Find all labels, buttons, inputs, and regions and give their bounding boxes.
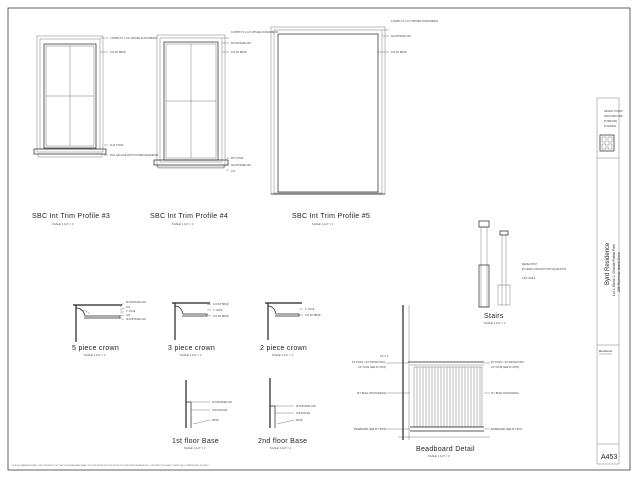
trim3-note: FLAT STOOL: [110, 145, 124, 147]
beadboard-note: PLY BEAD 4X8 HANDRAIL: [491, 393, 519, 395]
beadboard-note: 5/4 STOOL / 3/4" PROJECTION: [491, 362, 524, 364]
crown2-scale: SCALE: 1 1/2" = 1': [272, 354, 294, 357]
beadboard-note: BASEBOARD (SEE PLY BOX): [354, 429, 386, 431]
trim5-scale: SCALE: 1 1/2" = 1': [312, 223, 334, 226]
trim5-drawing: [271, 27, 389, 194]
crown5-note: 1X4: [126, 315, 131, 317]
beadboard-drawing: [384, 305, 490, 440]
trim4-note: SLOOP BASE CAP: [231, 165, 252, 167]
crown3-note: 1X4 INT BRNR: [213, 304, 229, 306]
crown3-scale: SCALE: 1 1/2" = 1': [180, 354, 202, 357]
footer-note: THESE DRAWINGS ARE THE PROPERTY OF THE DESIGNER AND SHALL NOT BE REPRODUCED WITHOUT WRITTEN PERMISSION. CONTRACTOR SHALL VERIFY ALL DIMENSIONS IN FIELD.: [12, 465, 210, 467]
crown2-drawing: [265, 303, 303, 340]
stairs-note: NEWEL POST: [522, 264, 537, 266]
beadboard-note: 1/2" COVE (SEE PLY BOX): [491, 367, 520, 369]
crown5-scale: SCALE: 1 1/2" = 1': [84, 354, 106, 357]
stairs-note: 3 INT. RAILS: [522, 278, 536, 280]
project-line-2: Lot 1, Block 1, Grande Palms Park: [612, 243, 616, 296]
base1-drawing: [186, 380, 210, 428]
designer-logo: [600, 135, 614, 151]
base1-note: 1X10 POPLAR: [212, 410, 228, 412]
trim5-note: SLOOP BASE CAP: [391, 36, 412, 38]
trim4-note: EXT STOOL: [231, 158, 244, 160]
trim4-title: SBC Int Trim Profile #4: [150, 213, 229, 220]
trim3-title: SBC Int Trim Profile #3: [32, 213, 111, 220]
stairs-title: Stairs: [484, 313, 504, 320]
trim4-note: 3 APPRX TO 2 1/2" APPLIED AS BACKBAND: [231, 32, 278, 34]
sheet-border: [8, 8, 630, 470]
beadboard-note: BASEBOARD (SEE PLY BOX): [491, 429, 523, 431]
crown3-title: 3 piece crown: [168, 345, 216, 352]
project-name: Byrd Residence: [605, 242, 611, 285]
trim4-note: 1X4 INT BRNR: [231, 52, 247, 54]
crown5-note: SLOOP BASE CAP: [126, 319, 147, 321]
crown5-title: 5 piece crown: [72, 345, 120, 352]
crown2-note: 1X4 INT BRNR: [305, 315, 321, 317]
crown3-note: 1X4 INT BRNR: [213, 316, 229, 318]
trim4-scale: SCALE: 1 1/2" = 1': [172, 223, 194, 226]
trim3-note: FULL SILL/AGE WITH OUTSIDE EDGE BRNR: [110, 155, 159, 157]
crown5-note: 1X4: [126, 307, 131, 309]
base1-title: 1st floor Base: [172, 438, 219, 445]
base2-note: SLOOP BASE CAP: [296, 406, 317, 408]
stairs-scale: SCALE: 1 1/2" = 1': [484, 322, 506, 325]
project-line-3: 286 Riverside Island Drive: [617, 252, 621, 292]
base1-note: SHOE: [212, 420, 219, 422]
beadboard-scale: SCALE: 1 1/2" = 1': [428, 455, 450, 458]
designer-line: INTERIORS: [604, 120, 618, 123]
trim3-drawing: [34, 36, 108, 157]
crown2-title: 2 piece crown: [260, 345, 308, 352]
base2-note: 1X8 POPLAR: [296, 413, 311, 415]
base2-drawing: [270, 378, 294, 428]
trim3-note: 1X4 INT BRNR: [110, 52, 126, 54]
beadboard-title: Beadboard Detail: [416, 446, 475, 453]
base2-scale: SCALE: 1 1/2" = 1': [270, 447, 292, 450]
designer-line: DESIGN STUDIO: [604, 110, 623, 113]
designer-line: PLANNING: [604, 125, 617, 128]
beadboard-note: 5/4 STOOL / 3/4" PROJECTION: [352, 362, 385, 364]
trim4-drawing: [154, 35, 229, 170]
trim5-note: 3 APPRX TO 2 1/2" APPLIED AS BACKBAND: [391, 21, 438, 23]
trim3-scale: SCALE: 1 1/2" = 1': [52, 223, 74, 226]
base1-scale: SCALE: 1 1/2" = 1': [184, 447, 206, 450]
beadboard-note: PLY BEAD 4X8 HANDRAIL: [357, 393, 385, 395]
trim3-note: 3 APPRX TO 1 1/2" APPLIED AS BACKBAND: [110, 38, 157, 40]
crown5-note: 1" COVE: [126, 311, 136, 313]
beadboard-note: 1/2" COVE (SEE PLY BOX): [358, 367, 387, 369]
stairs-drawing: [479, 221, 510, 307]
trim5-note: 1X5 INT BRNR: [391, 52, 407, 54]
stairs-note: BOX NEWELS THROUGHOUT WITH SQUARE POSTS: [522, 269, 580, 271]
designer-block: [604, 110, 623, 128]
revisions-label: Revisions: [599, 349, 613, 353]
trim4-note: 1X4: [231, 171, 236, 173]
beadboard-note: 1/2" X 1": [380, 356, 389, 358]
base2-title: 2nd floor Base: [258, 438, 308, 445]
trim4-note: SLOOP BASE CAP: [231, 43, 252, 45]
crown2-note: 1" COVE: [305, 309, 315, 311]
bead-lines: [417, 367, 480, 427]
crown3-note: 1" COVE: [213, 310, 223, 312]
crown5-drawing: [73, 303, 124, 342]
base2-note: SHOE: [296, 420, 303, 422]
crown5-note: SLOOP BASE CAP: [126, 302, 147, 304]
designer-line: ARCHITECTURE: [604, 115, 623, 118]
base1-note: SLOOP BASE CAP: [212, 402, 233, 404]
trim5-title: SBC Int Trim Profile #5: [292, 213, 371, 220]
crown3-drawing: [172, 303, 211, 340]
sheet-number: A453: [601, 454, 618, 461]
